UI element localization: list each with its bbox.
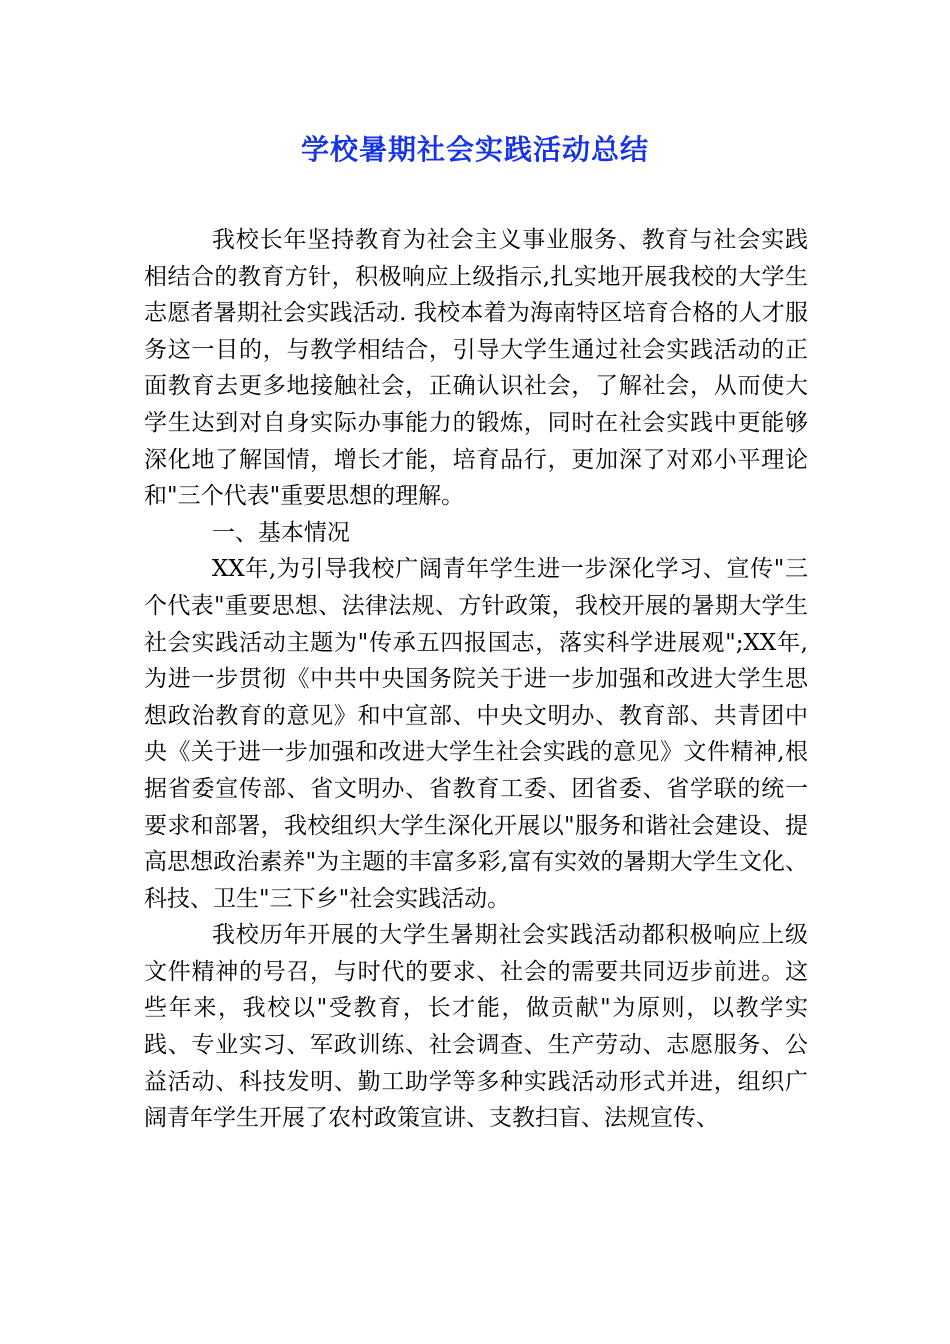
paragraph-basic-situation: XX年,为引导我校广阔青年学生进一步深化学习、宣传"三个代表"重要思想、法律法规、方针政策，我校开展的暑期大学生社会实践活动主题为"传承五四报国志，落实科学进展观";XX年,为进一步贯彻《中共中央国务院关于进一步加强和改进大学生思想政治教育的意见》和中宣部、中央文明办、教育部、共青团中央《关于进一步加强和改进大学生社会实践的意见》文件精神,根据省委宣传部、省文明办、省教育工委、团省委、省学联的统一要求和部署，我校组织大学生深化开展以"服务和谐社会建设、提高思想政治素养"为主题的丰富多彩,富有实效的暑期大学生文化、科技、卫生"三下乡"社会实践活动。 — [144, 556, 808, 912]
paragraph-intro: 我校长年坚持教育为社会主义事业服务、教育与社会实践相结合的教育方针，积极响应上级指示,扎实地开展我校的大学生志愿者暑期社会实践活动. 我校本着为海南特区培育合格的人才服务这一目的，与教学相结合，引导大学生通过社会实践活动的正面教育去更多地接触社会，正确认识社会，了解社会，从而使大学生达到对自身实际办事能力的锻炼，同时在社会实践中更能够深化地了解国情，增长才能，培育品行，更加深了对邓小平理论和"三个代表"重要思想的理解。 — [144, 227, 808, 510]
paragraph-history: 我校历年开展的大学生暑期社会实践活动都积极响应上级文件精神的号召，与时代的要求、社会的需要共同迈步前进。这些年来，我校以"受教育，长才能，做贡献"为原则，以教学实践、专业实习、军政训练、社会调查、生产劳动、志愿服务、公益活动、科技发明、勤工助学等多种实践活动形式并进，组织广阔青年学生开展了农村政策宣讲、支教扫盲、法规宣传、 — [144, 922, 808, 1132]
document-body — [144, 222, 808, 1137]
section-heading-basic-situation: 一、基本情况 — [211, 519, 350, 546]
document-title: 学校暑期社会实践活动总结 — [300, 133, 649, 166]
